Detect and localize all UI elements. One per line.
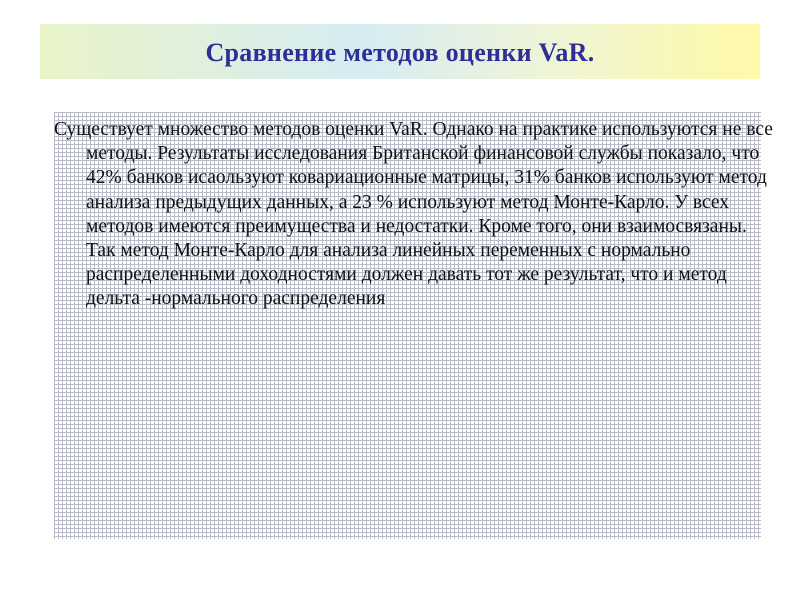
slide-title: Сравнение методов оценки VaR. [205, 37, 595, 67]
title-banner [40, 24, 760, 79]
content-panel [54, 112, 773, 539]
body-paragraph: Существует множество методов оценки VaR. Однако на практике используются не все методы. Результаты исследования Британской финансовой службы показало, что 42% банков исаользуют ковариационные матрицы, 31% банков используют метод анализа предыдущих данных, а 23 % используют метод Монте-Карло. У всех методов имеются преимущества и недостатки. Кроме того, они взаимосвязаны. Так метод Монте-Карло для анализа линейных переменных с нормально распределенными доходностями должен давать тот же результат, что и метод дельта -нормального распределения [54, 119, 773, 310]
